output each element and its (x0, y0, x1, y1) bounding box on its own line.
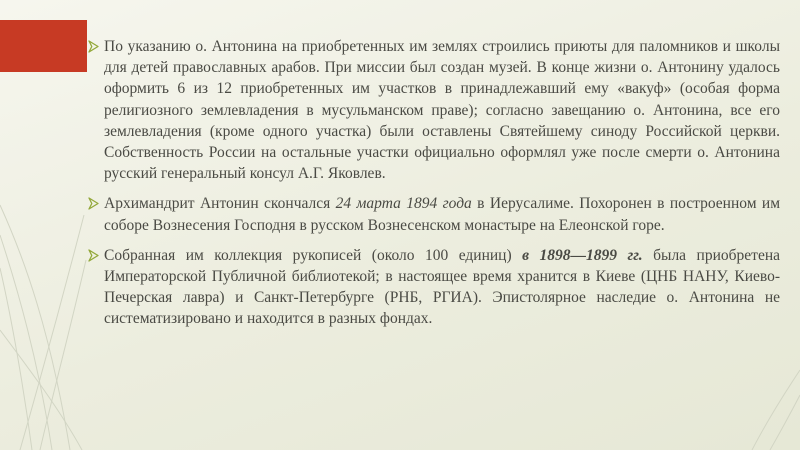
arrow-flag-bullet-icon (88, 249, 99, 262)
arrow-flag-bullet-icon (88, 197, 99, 210)
bullet-paragraph-1 (88, 36, 780, 184)
bullet-paragraph-2 (88, 193, 780, 235)
acquisition-years-emphasis: в 1898—1899 гг. (522, 246, 643, 264)
death-date-emphasis: 24 марта 1894 года (335, 195, 472, 213)
arrow-flag-bullet-icon (88, 40, 99, 53)
paragraph-text-after: была приобретена Императорской Публичной библиотекой; в настоящее время хранится в Киеве (ЦНБ НАНУ, Киево-Печерская лавра) и Санкт-Петербурге (РНБ, РГИА). Эпистолярное наследие о. Антонина не систематизировано и находится в разных фондах. (104, 246, 780, 328)
paragraph-text-after: в Иерусалиме. Похоронен в построенном им соборе Вознесения Господня в русском Вознесенском монастыре на Елеонской горе. (104, 195, 780, 234)
bullet-paragraph-3 (88, 245, 780, 330)
slide-body (88, 36, 780, 339)
paragraph-text: По указанию о. Антонина на приобретенных им землях строились приюты для паломников и школы для детей православных арабов. При миссии был создан музей. В конце жизни о. Антонину удалось оформить 6 из 12 приобретенных им участков в принадлежавший ему «вакуф» (особая форма религиозного землевладения в мусульманском праве); согласно завещанию о. Антонина, все его землевладения (кроме одного участка) были оставлены Святейшему синоду Российской церкви. Собственность России на остальные участки официально оформлял уже после смерти о. Антонина русский генеральный консул А.Г. Яковлев. (104, 38, 780, 183)
accent-red-bar (0, 20, 87, 72)
paragraph-text-before: Собранная им коллекция рукописей (около 100 единиц) (104, 246, 523, 264)
paragraph-text-before: Архимандрит Антонин скончался (104, 195, 336, 213)
